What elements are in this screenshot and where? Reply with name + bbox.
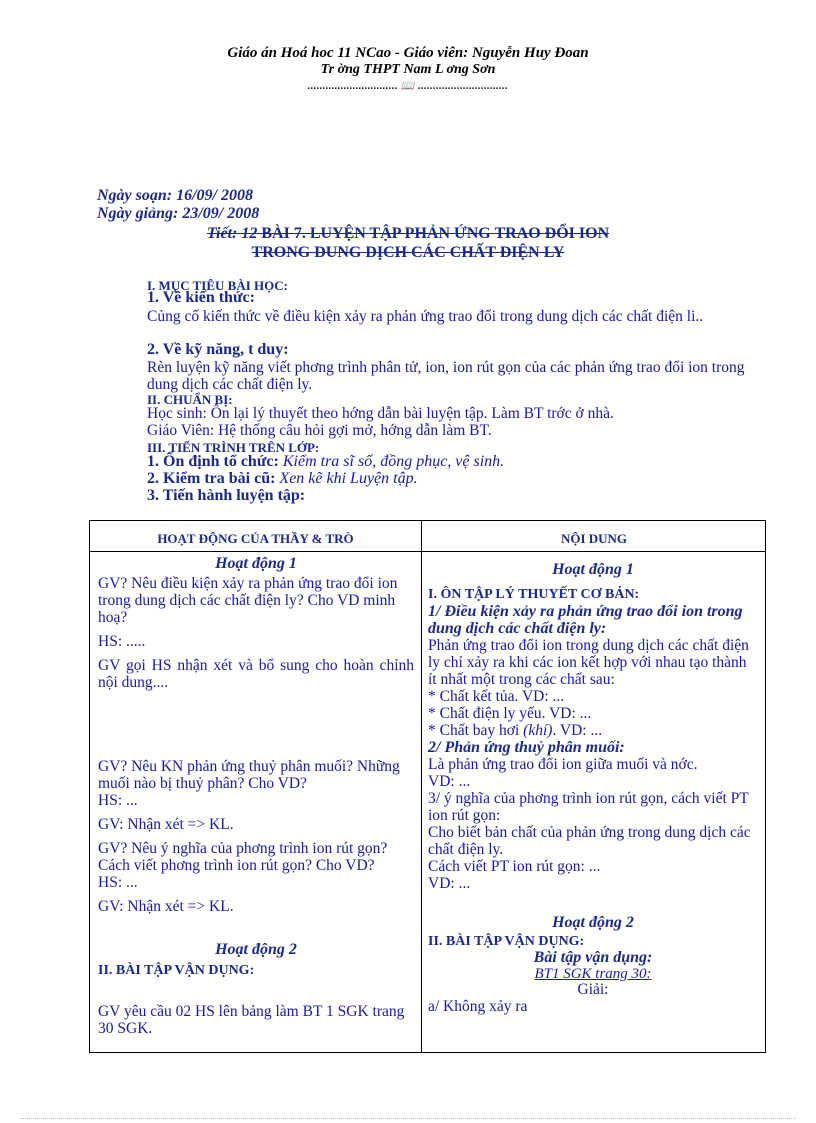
right-sub-3: 3/ ý nghĩa của phơng trình ion rút gọn, cách viết PT ion rút gọn: [428, 790, 749, 824]
lesson-title-text: BÀI 7. LUYỆN TẬP PHẢN ỨNG TRAO ĐỔI ION [257, 225, 610, 242]
right-activity-1-heading: Hoạt động 1 [552, 561, 634, 578]
right-paragraph-3: Cho biết bản chất của phản ứng trong dung dịch các chất điện ly. [428, 824, 751, 858]
right-section-2-heading: II. BÀI TẬP VẬN DỤNG: [428, 934, 585, 949]
table-header-content: NỘI DUNG [560, 531, 628, 546]
bullet-3-text: * Chất bay hơi [428, 722, 524, 739]
right-paragraph-1: Phản ứng trao đổi ion trong dung dịch các chất điện ly chỉ xảy ra khi các ion kết hợp với nhau tạo thành ít nhất một trong các chất sau: [428, 637, 749, 688]
left-question-3: GV? Nêu ý nghĩa của phơng trình ion rút gọn? Cách viết phơng trình ion rút gọn? Cho VD? [98, 840, 388, 874]
book-icon: 📖 [400, 80, 416, 92]
left-question-1: GV? Nêu điều kiện xảy ra phản ứng trao đổi ion trong dung dịch các chất điện ly? Cho VD minh hoạ? [98, 575, 398, 626]
preparation-teacher: Giáo Viên: Hệ thống câu hỏi gợi mở, hớng dẫn làm BT. [147, 422, 492, 439]
left-gv-1: GV gọi HS nhận xét và bổ sung cho hoàn chỉnh nội dung.... [98, 657, 414, 691]
process-heading: III. TIẾN TRÌNH TRÊN LỚP: [147, 440, 320, 455]
right-sub-1: 1/ Điều kiện xảy ra phản ứng trao đổi ion trong dung dịch các chất điện ly: [428, 603, 743, 637]
preparation-heading: II. CHUẨN BỊ: [147, 392, 233, 407]
skills-text: Rèn luyện kỹ năng viết phơng trình phân tử, ion, ion rút gọn của các phản ứng trao đổi ion trong dung dịch các chất điện ly. [147, 359, 745, 393]
document-header-title: Giáo án Hoá hoc 11 NCao - Giáo viên: Nguyễn Huy Đoan [227, 45, 589, 61]
right-bullet-1: * Chất kết tủa. VD: ... [428, 688, 565, 705]
lesson-title-line1 [0, 225, 816, 243]
divider-dots-left: .............................. [307, 81, 398, 92]
left-hs-3: HS: ... [98, 874, 138, 891]
knowledge-heading: 1. Về kiến thức: [147, 289, 255, 306]
left-hs-1: HS: ..... [98, 633, 146, 650]
lesson-title-line2: TRONG DUNG DỊCH CÁC CHẤT ĐIỆN LY [251, 244, 565, 261]
table-header-divider [90, 551, 765, 552]
left-section-2-heading: II. BÀI TẬP VẬN DỤNG: [98, 963, 255, 978]
right-paragraph-4: Cách viết PT ion rút gọn: ... [428, 858, 601, 875]
right-answer-a: a/ Không xảy ra [428, 998, 528, 1015]
right-bullet-2: * Chất điện ly yếu. VD: ... [428, 705, 592, 722]
right-section-1-heading: I. ÔN TẬP LÝ THUYẾT CƠ BẢN: [428, 587, 640, 602]
objectives-heading: I. MỤC TIÊU BÀI HỌC: [147, 278, 288, 293]
right-example-2: VD: ... [428, 875, 471, 892]
activity-table [89, 520, 766, 1053]
right-bullet-3 [428, 722, 758, 739]
process-step-3: 3. Tiến hành luyện tập: [147, 487, 306, 504]
document-header-divider [0, 79, 816, 92]
skills-heading: 2. Về kỹ năng, t duy: [147, 341, 289, 358]
right-paragraph-2: Là phản ứng trao đổi ion giữa muối và nớc. [428, 756, 698, 773]
right-solution-label: Giải: [577, 981, 609, 998]
right-exercise-1: BT1 SGK trang 30: [534, 966, 652, 982]
step1-text: Kiểm tra sĩ số, đồng phục, vệ sinh. [278, 453, 505, 470]
right-example-1: VD: ... [428, 773, 471, 790]
bullet-3-italic: (khí) [523, 722, 553, 739]
lesson-number: Tiết: 12 [206, 225, 258, 242]
left-column [98, 555, 414, 1037]
right-sub-2: 2/ Phản ứng thuỷ phân muối: [428, 739, 625, 756]
document-header-school: Tr ờng THPT Nam L ơng Sơn [320, 62, 496, 77]
table-column-divider [421, 521, 422, 1052]
left-gv-4: GV yêu cầu 02 HS lên bảng làm BT 1 SGK trang 30 SGK. [98, 1003, 405, 1037]
right-column [428, 561, 758, 1015]
left-activity-1-heading: Hoạt động 1 [215, 555, 297, 572]
process-step-1 [147, 453, 504, 471]
divider-dots-right: .............................. [418, 81, 509, 92]
right-activity-2-heading: Hoạt động 2 [552, 914, 634, 931]
date-prepared: Ngày soạn: 16/09/ 2008 [97, 187, 253, 204]
step2-text: Xen kẽ khi Luyện tập. [275, 470, 418, 487]
bullet-3-suffix: . VD: ... [552, 722, 603, 739]
preparation-students: Học sinh: Ôn lại lý thuyết theo hớng dẫn bài luyện tập. Làm BT trớc ở nhà. [147, 405, 614, 422]
left-hs-2: HS: ... [98, 792, 138, 809]
process-step-2 [147, 470, 418, 488]
page-bottom-border [20, 1118, 796, 1119]
knowledge-text: Củng cố kiến thức về điều kiện xảy ra phản ứng trao đổi trong dung dịch các chất điện li.. [147, 308, 704, 325]
step1-label: 1. Ổn định tổ chức: [147, 453, 279, 470]
left-gv-3: GV: Nhận xét => KL. [98, 898, 234, 915]
left-gv-2: GV: Nhận xét => KL. [98, 816, 234, 833]
right-exercise-heading: Bài tập vận dụng: [533, 949, 653, 966]
table-header-activities: HOẠT ĐỘNG CỦA THẦY & TRÒ [157, 531, 354, 546]
left-activity-2-heading: Hoạt động 2 [215, 941, 297, 958]
step2-label: 2. Kiểm tra bài cũ: [147, 470, 276, 487]
date-taught: Ngày giảng: 23/09/ 2008 [97, 205, 260, 222]
left-question-2: GV? Nêu KN phản ứng thuỷ phân muối? Những muối nào bị thuỷ phân? Cho VD? [98, 758, 400, 792]
